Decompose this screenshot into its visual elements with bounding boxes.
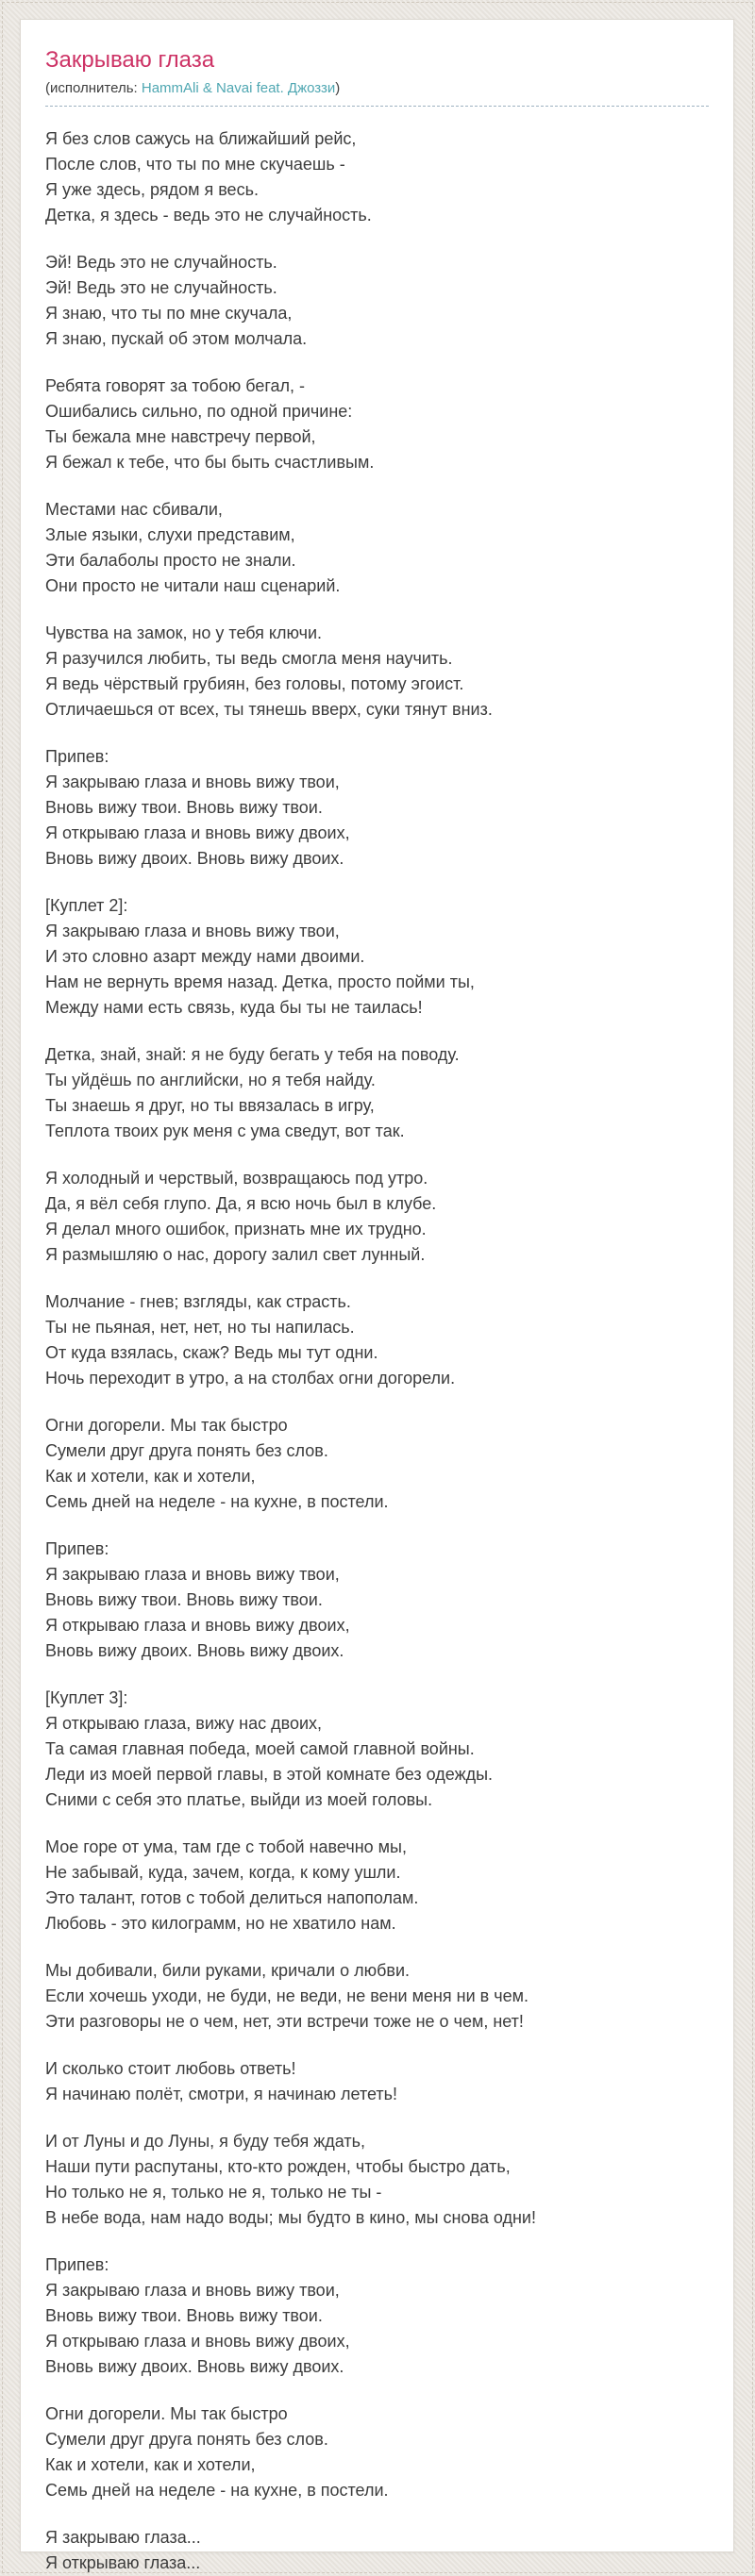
lyric-line: Любовь - это килограмм, но не хватило нам.	[45, 1914, 396, 1933]
artist-label-suffix: )	[335, 80, 341, 96]
stanza	[45, 1166, 709, 1268]
lyric-line: Семь дней на неделе - на кухне, в постели.	[45, 1492, 389, 1511]
lyric-line: Сумели друг друга понять без слов.	[45, 2430, 328, 2449]
lyric-line: После слов, что ты по мне скучаешь -	[45, 155, 345, 174]
stanza	[45, 2129, 709, 2231]
artist-label-prefix: (исполнитель:	[45, 80, 142, 96]
lyric-line: Я открываю глаза и вновь вижу двоих,	[45, 1616, 350, 1635]
lyric-line: Я холодный и черствый, возвращаюсь под утро.	[45, 1169, 428, 1188]
lyric-line: Вновь вижу твои. Вновь вижу твои.	[45, 798, 323, 817]
lyric-line: [Куплет 2]:	[45, 896, 128, 915]
lyric-line: Не забывай, куда, зачем, когда, к кому ушли.	[45, 1863, 401, 1882]
stanza	[45, 744, 709, 872]
lyric-line: [Куплет 3]:	[45, 1688, 128, 1707]
lyric-line: Как и хотели, как и хотели,	[45, 1467, 256, 1486]
lyric-line: Я открываю глаза и вновь вижу двоих,	[45, 2332, 350, 2351]
stanza	[45, 1835, 709, 1936]
lyric-line: Эти разговоры не о чем, нет, эти встречи тоже не о чем, нет!	[45, 2012, 524, 2031]
stanza	[45, 1686, 709, 1813]
stanza	[45, 2401, 709, 2503]
stanza	[45, 1537, 709, 1664]
artist-line	[45, 80, 709, 107]
lyric-line: Но только не я, только не я, только не ты -	[45, 2183, 382, 2202]
stanza	[45, 497, 709, 599]
lyric-line: Местами нас сбивали,	[45, 500, 223, 519]
lyric-line: Эй! Ведь это не случайность.	[45, 253, 277, 272]
lyric-line: Семь дней на неделе - на кухне, в постели.	[45, 2481, 389, 2500]
lyric-line: Я закрываю глаза и вновь вижу твои,	[45, 1565, 340, 1584]
lyric-line: Эй! Ведь это не случайность.	[45, 278, 277, 297]
lyric-line: Как и хотели, как и хотели,	[45, 2455, 256, 2474]
lyric-line: Ребята говорят за тобою бегал, -	[45, 376, 306, 395]
lyric-line: Сними с себя это платье, выйди из моей головы.	[45, 1790, 433, 1809]
lyric-line: Злые языки, слухи представим,	[45, 525, 295, 544]
lyric-line: Они просто не читали наш сценарий.	[45, 576, 341, 595]
stanza	[45, 1042, 709, 1144]
lyric-line: Наши пути распутаны, кто-кто рожден, чтобы быстро дать,	[45, 2157, 511, 2176]
lyric-line: Вновь вижу твои. Вновь вижу твои.	[45, 1590, 323, 1609]
lyric-line: Припев:	[45, 1539, 109, 1558]
lyric-line: Припев:	[45, 747, 109, 766]
lyric-line: Я бежал к тебе, что бы быть счастливым.	[45, 453, 375, 472]
artist-link[interactable]: HammAli & Navai feat. Джоззи	[141, 80, 336, 96]
lyric-line: И сколько стоит любовь ответь!	[45, 2059, 296, 2078]
lyric-line: От куда взялась, скаж? Ведь мы тут одни.	[45, 1343, 378, 1362]
lyric-line: Та самая главная победа, моей самой главной войны.	[45, 1739, 475, 1758]
lyric-line: Я знаю, пускай об этом молчала.	[45, 329, 308, 348]
lyric-line: Теплота твоих рук меня с ума сведут, вот так.	[45, 1122, 405, 1140]
lyrics-text	[45, 126, 709, 2576]
lyric-line: Я открываю глаза...	[45, 2553, 201, 2572]
lyric-line: Я размышляю о нас, дорогу залил свет лунный.	[45, 1245, 426, 1264]
lyric-line: Вновь вижу твои. Вновь вижу твои.	[45, 2306, 323, 2325]
lyric-line: Ошибались сильно, по одной причине:	[45, 402, 353, 421]
stanza	[45, 2525, 709, 2576]
stanza	[45, 2056, 709, 2107]
lyric-line: Отличаешься от всех, ты тянешь вверх, суки тянут вниз.	[45, 700, 493, 719]
lyric-line: Нам не вернуть время назад. Детка, просто пойми ты,	[45, 972, 475, 991]
lyric-line: Вновь вижу двоих. Вновь вижу двоих.	[45, 2357, 344, 2376]
lyric-line: Я ведь чёрствый грубиян, без головы, потому эгоист.	[45, 674, 464, 693]
lyric-line: Я закрываю глаза и вновь вижу твои,	[45, 773, 340, 791]
lyric-line: Я закрываю глаза и вновь вижу твои,	[45, 2281, 340, 2300]
lyric-line: Ты знаешь я друг, но ты ввязалась в игру,	[45, 1096, 375, 1115]
stanza	[45, 1958, 709, 2035]
stanza	[45, 250, 709, 352]
lyric-line: Ты не пьяная, нет, нет, но ты напилась.	[45, 1318, 355, 1337]
lyric-line: Я открываю глаза и вновь вижу двоих,	[45, 823, 350, 842]
lyric-line: Я разучился любить, ты ведь смогла меня научить.	[45, 649, 453, 668]
lyric-line: Огни догорели. Мы так быстро	[45, 1416, 288, 1435]
stanza	[45, 1289, 709, 1391]
stanza	[45, 621, 709, 723]
lyric-line: Вновь вижу двоих. Вновь вижу двоих.	[45, 849, 344, 868]
lyric-line: Да, я вёл себя глупо. Да, я всю ночь был в клубе.	[45, 1194, 437, 1213]
lyric-line: Я закрываю глаза...	[45, 2528, 201, 2547]
lyric-line: Я делал много ошибок, признать мне их трудно.	[45, 1220, 427, 1238]
lyric-line: Ты бежала мне навстречу первой,	[45, 427, 316, 446]
lyric-line: Я закрываю глаза и вновь вижу твои,	[45, 922, 340, 940]
lyric-line: Сумели друг друга понять без слов.	[45, 1441, 328, 1460]
lyric-line: Я открываю глаза, вижу нас двоих,	[45, 1714, 323, 1733]
page-title: Закрываю глаза	[45, 47, 215, 73]
lyric-line: Чувства на замок, но у тебя ключи.	[45, 623, 323, 642]
lyric-line: Молчание - гнев; взгляды, как страсть.	[45, 1292, 351, 1311]
lyric-line: Я без слов сажусь на ближайший рейс,	[45, 129, 357, 148]
stanza	[45, 374, 709, 475]
lyric-line: И это словно азарт между нами двоими.	[45, 947, 365, 966]
lyric-line: Огни догорели. Мы так быстро	[45, 2404, 288, 2423]
lyric-line: Мы добивали, били руками, кричали о любви.	[45, 1961, 411, 1980]
lyric-line: Припев:	[45, 2255, 109, 2274]
lyric-line: Ночь переходит в утро, а на столбах огни догорели.	[45, 1369, 456, 1388]
lyric-line: Мое горе от ума, там где с тобой навечно мы,	[45, 1837, 407, 1856]
lyric-line: Ты уйдёшь по английски, но я тебя найду.	[45, 1071, 376, 1089]
lyrics-card	[20, 19, 734, 2572]
lyric-line: Если хочешь уходи, не буди, не веди, не вени меня ни в чем.	[45, 1986, 528, 2005]
lyric-line: Я начинаю полёт, смотри, я начинаю лететь!	[45, 2085, 398, 2103]
lyric-line: Между нами есть связь, куда бы ты не таилась!	[45, 998, 423, 1017]
lyric-line: Вновь вижу двоих. Вновь вижу двоих.	[45, 1641, 344, 1660]
stanza	[45, 1413, 709, 1515]
stanza	[45, 893, 709, 1021]
lyric-line: Эти балаболы просто не знали.	[45, 551, 296, 570]
stanza	[45, 2252, 709, 2380]
lyric-line: Я знаю, что ты по мне скучала,	[45, 304, 293, 323]
lyric-line: Это талант, готов с тобой делиться напополам.	[45, 1888, 419, 1907]
lyric-line: В небе вода, нам надо воды; мы будто в кино, мы снова одни!	[45, 2208, 536, 2227]
stanza	[45, 126, 709, 228]
lyric-line: Леди из моей первой главы, в этой комнате без одежды.	[45, 1765, 494, 1784]
lyric-line: Детка, знай, знай: я не буду бегать у тебя на поводу.	[45, 1045, 460, 1064]
lyric-line: И от Луны и до Луны, я буду тебя ждать,	[45, 2132, 366, 2151]
lyric-line: Детка, я здесь - ведь это не случайность.	[45, 206, 372, 224]
lyric-line: Я уже здесь, рядом я весь.	[45, 180, 259, 199]
